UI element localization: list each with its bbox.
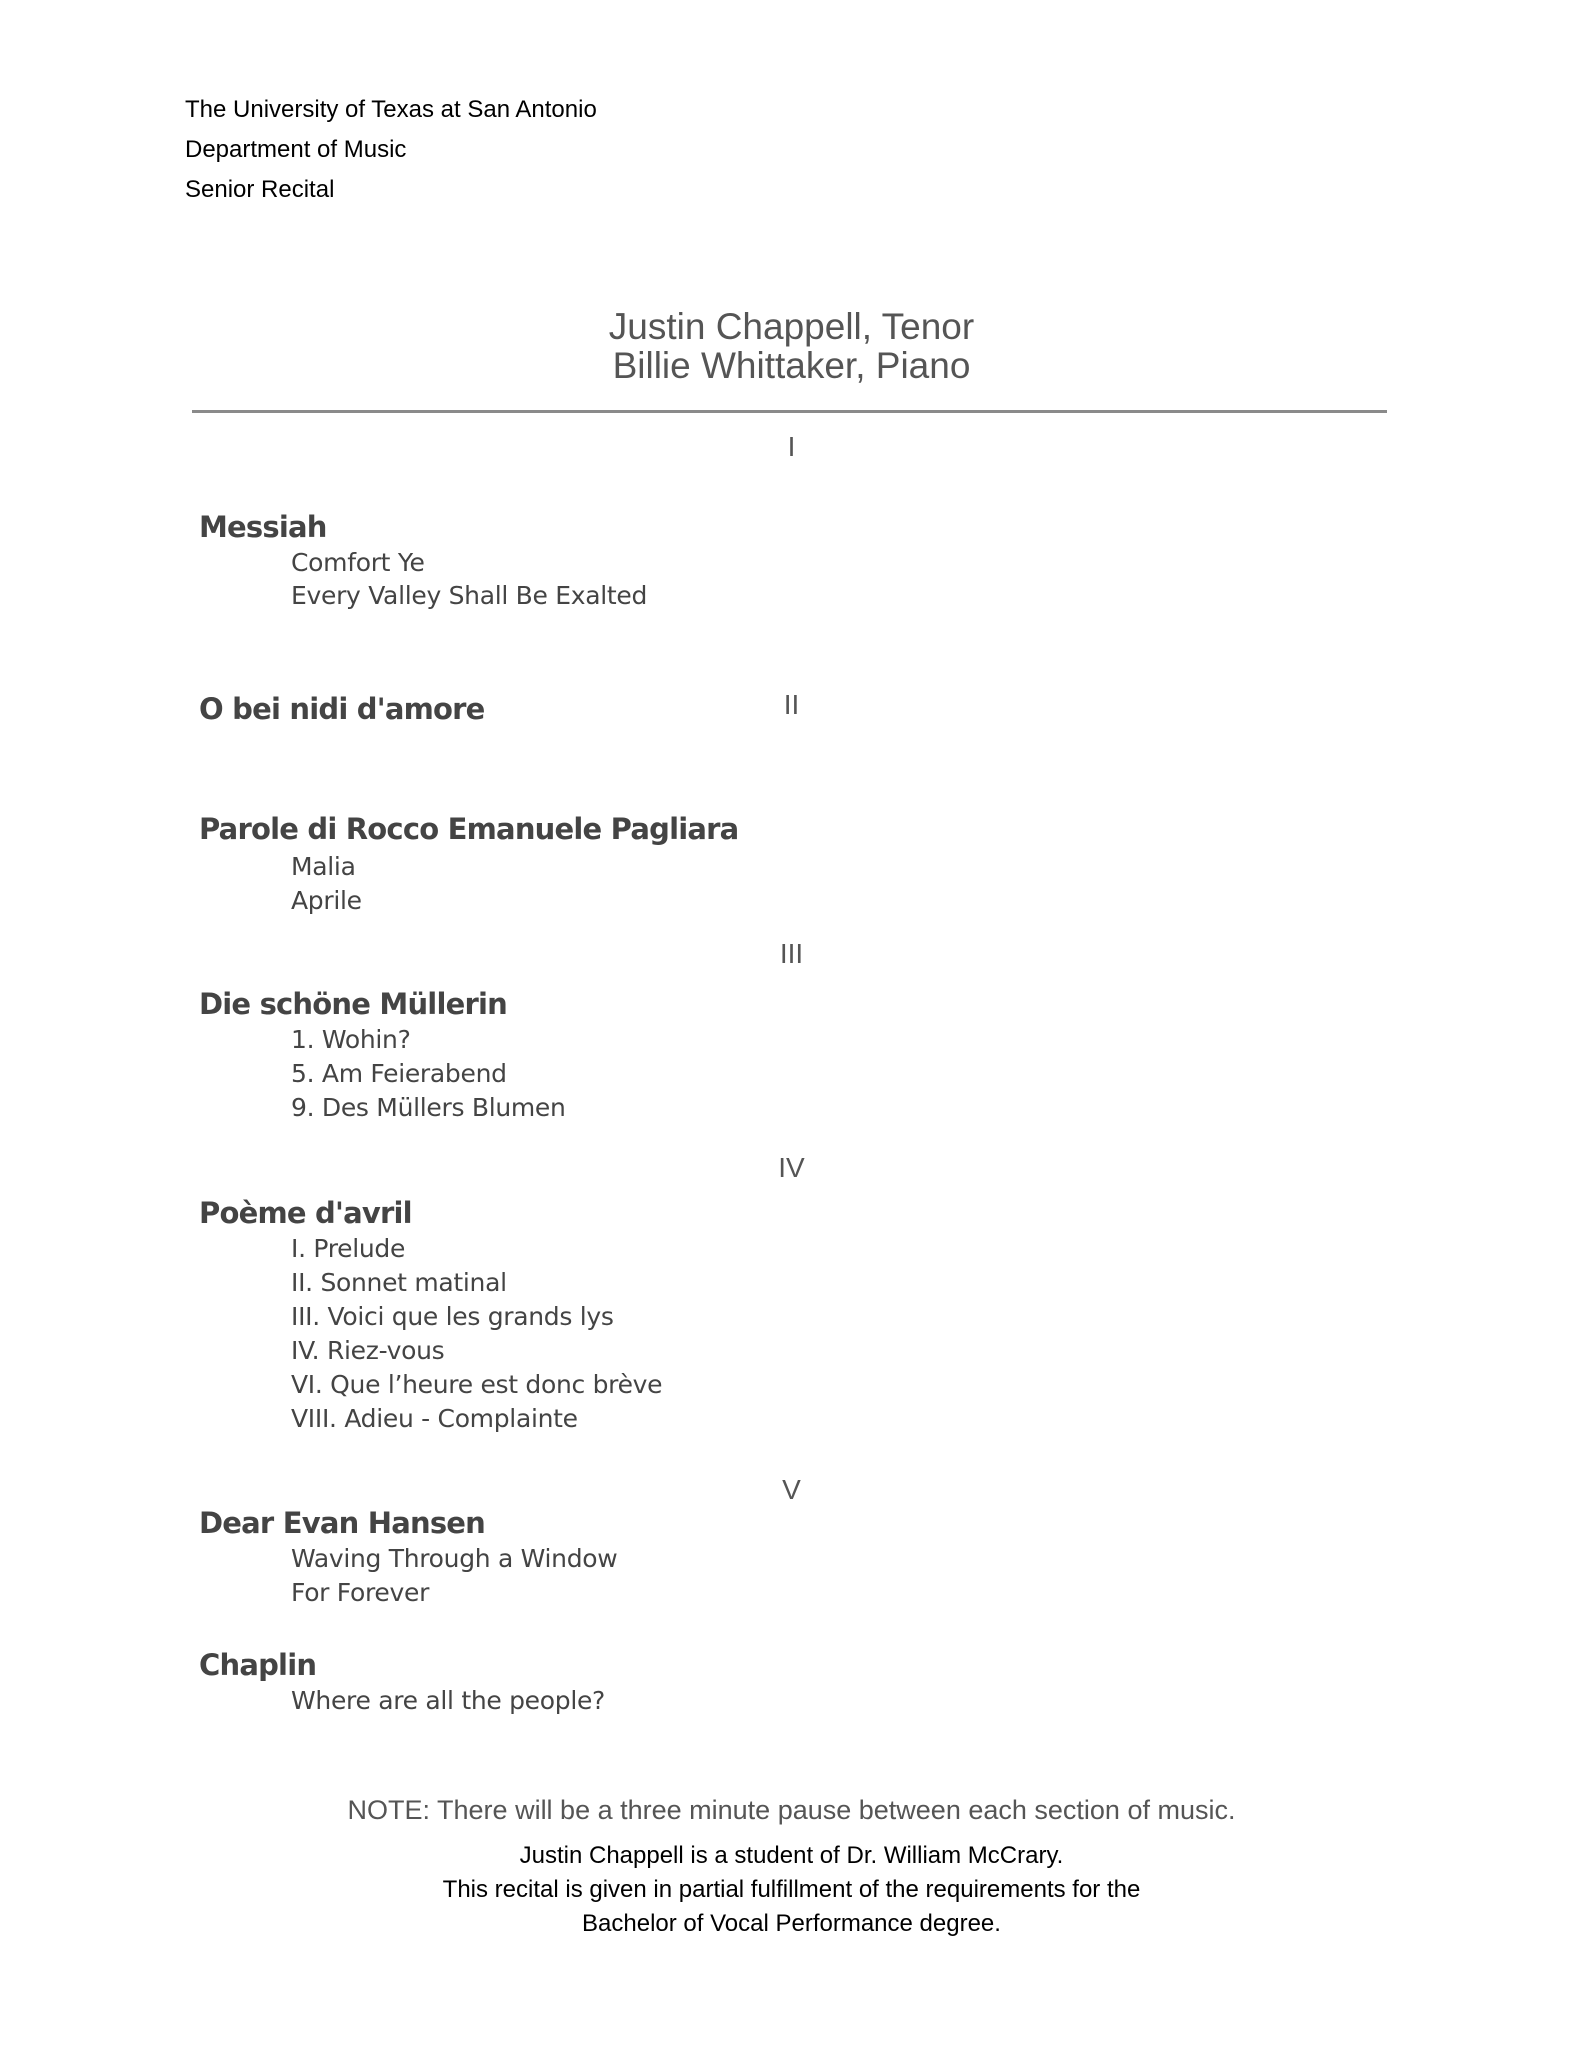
footer-teacher: Justin Chappell is a student of Dr. William McCrary. <box>519 1842 1064 1869</box>
movement-item: 1. Wohin? <box>291 1025 411 1054</box>
pause-note: NOTE: There will be a three minute pause between each section of music. <box>347 1795 1236 1825</box>
movement-item: III. Voici que les grands lys <box>291 1302 614 1331</box>
divider-rule <box>192 410 1387 413</box>
section-number-4: IV <box>778 1152 805 1183</box>
section-number-3: III <box>779 938 804 969</box>
work-title-poeme: Poème d'avril <box>199 1196 412 1230</box>
movement-item: Aprile <box>291 886 362 915</box>
section-number-5: V <box>782 1474 801 1505</box>
section-number-1: I <box>787 431 796 462</box>
movement-item: Where are all the people? <box>291 1686 606 1715</box>
movement-item: Comfort Ye <box>291 548 425 577</box>
performer-piano: Billie Whittaker, Piano <box>612 345 971 386</box>
movement-item: VI. Que l’heure est donc brève <box>291 1370 663 1399</box>
work-title-parole: Parole di Rocco Emanuele Pagliara <box>199 812 739 846</box>
section-number-2: II <box>783 689 800 720</box>
university-name: The University of Texas at San Antonio <box>185 96 597 123</box>
footer-degree: Bachelor of Vocal Performance degree. <box>582 1910 1001 1937</box>
movement-item: Waving Through a Window <box>291 1544 618 1573</box>
movement-item: I. Prelude <box>291 1234 406 1263</box>
footer-fulfillment: This recital is given in partial fulfillment of the requirements for the <box>442 1876 1141 1903</box>
work-title-bei-nidi: O bei nidi d'amore <box>199 692 485 726</box>
event-type: Senior Recital <box>185 176 335 203</box>
movement-item: VIII. Adieu - Complainte <box>291 1404 578 1433</box>
movement-item: 5. Am Feierabend <box>291 1059 507 1088</box>
movement-item: Every Valley Shall Be Exalted <box>291 581 648 610</box>
work-title-mullerin: Die schöne Müllerin <box>199 987 507 1021</box>
work-title-evan-hansen: Dear Evan Hansen <box>199 1506 485 1540</box>
work-title-chaplin: Chaplin <box>199 1648 317 1682</box>
movement-item: Malia <box>291 852 356 881</box>
movement-item: 9. Des Müllers Blumen <box>291 1093 566 1122</box>
movement-item: IV. Riez-vous <box>291 1336 445 1365</box>
department-name: Department of Music <box>185 136 407 163</box>
movement-item: II. Sonnet matinal <box>291 1268 507 1297</box>
movement-item: For Forever <box>291 1578 430 1607</box>
performer-tenor: Justin Chappell, Tenor <box>608 306 975 347</box>
work-title-messiah: Messiah <box>199 510 327 544</box>
